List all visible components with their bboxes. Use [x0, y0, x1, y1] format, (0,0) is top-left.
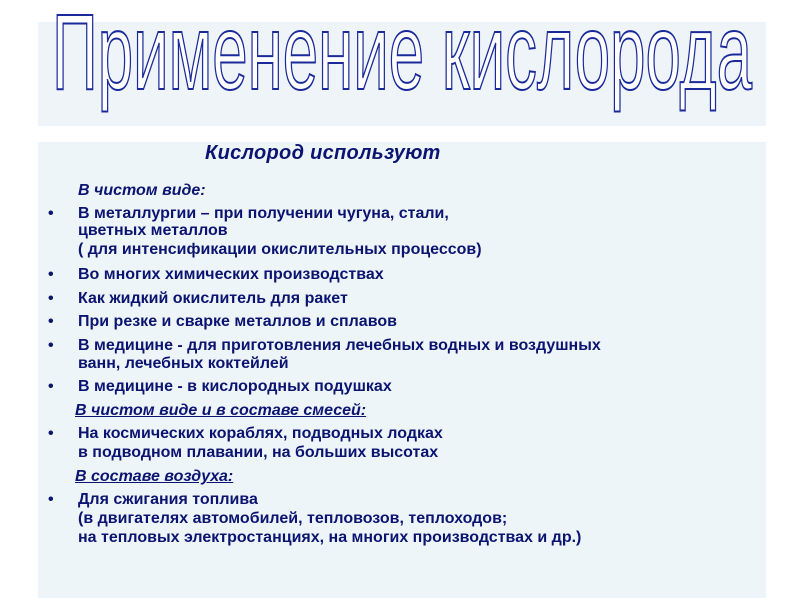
slide-title-text: Применение кислорода: [52, 0, 753, 113]
bullet-icon: •: [48, 337, 54, 354]
bullet-icon: •: [48, 491, 54, 508]
list-item: Для сжигания топлива: [78, 491, 258, 508]
list-item: В медицине - в кислородных подушках: [78, 378, 392, 395]
bullet-icon: •: [48, 313, 54, 330]
bullet-icon: •: [48, 205, 54, 222]
list-item: При резке и сварке металлов и сплавов: [78, 313, 397, 330]
bullet-icon: •: [48, 266, 54, 283]
list-item: В медицине - для приготовления лечебных водных и воздушных: [78, 337, 601, 354]
bullet-icon: •: [48, 290, 54, 307]
section-heading-mixed: В чистом виде и в составе смесей:: [75, 402, 367, 419]
section-heading-pure: В чистом виде:: [78, 182, 206, 199]
list-item-cont: ванн, лечебных коктейлей: [78, 355, 289, 372]
list-item-cont: (в двигателях автомобилей, тепловозов, теплоходов;: [78, 510, 508, 527]
bullet-icon: •: [48, 378, 54, 395]
section-heading-air: В составе воздуха:: [75, 468, 234, 485]
list-item-cont: на тепловых электростанциях, на многих производствах и др.): [78, 529, 582, 546]
bullet-icon: •: [48, 425, 54, 442]
list-item-cont: в подводном плавании, на больших высотах: [78, 444, 439, 461]
list-item: Как жидкий окислитель для ракет: [78, 290, 348, 307]
list-item: В металлургии – при получении чугуна, стали,: [78, 205, 449, 222]
slide-subtitle: Кислород используют: [205, 142, 441, 164]
list-item-cont: цветных металлов: [78, 222, 228, 239]
list-item-cont: ( для интенсификации окислительных процессов): [78, 241, 482, 258]
list-item: На космических кораблях, подводных лодках: [78, 425, 443, 442]
slide-title: [38, 0, 766, 138]
list-item: Во многих химических производствах: [78, 266, 384, 283]
